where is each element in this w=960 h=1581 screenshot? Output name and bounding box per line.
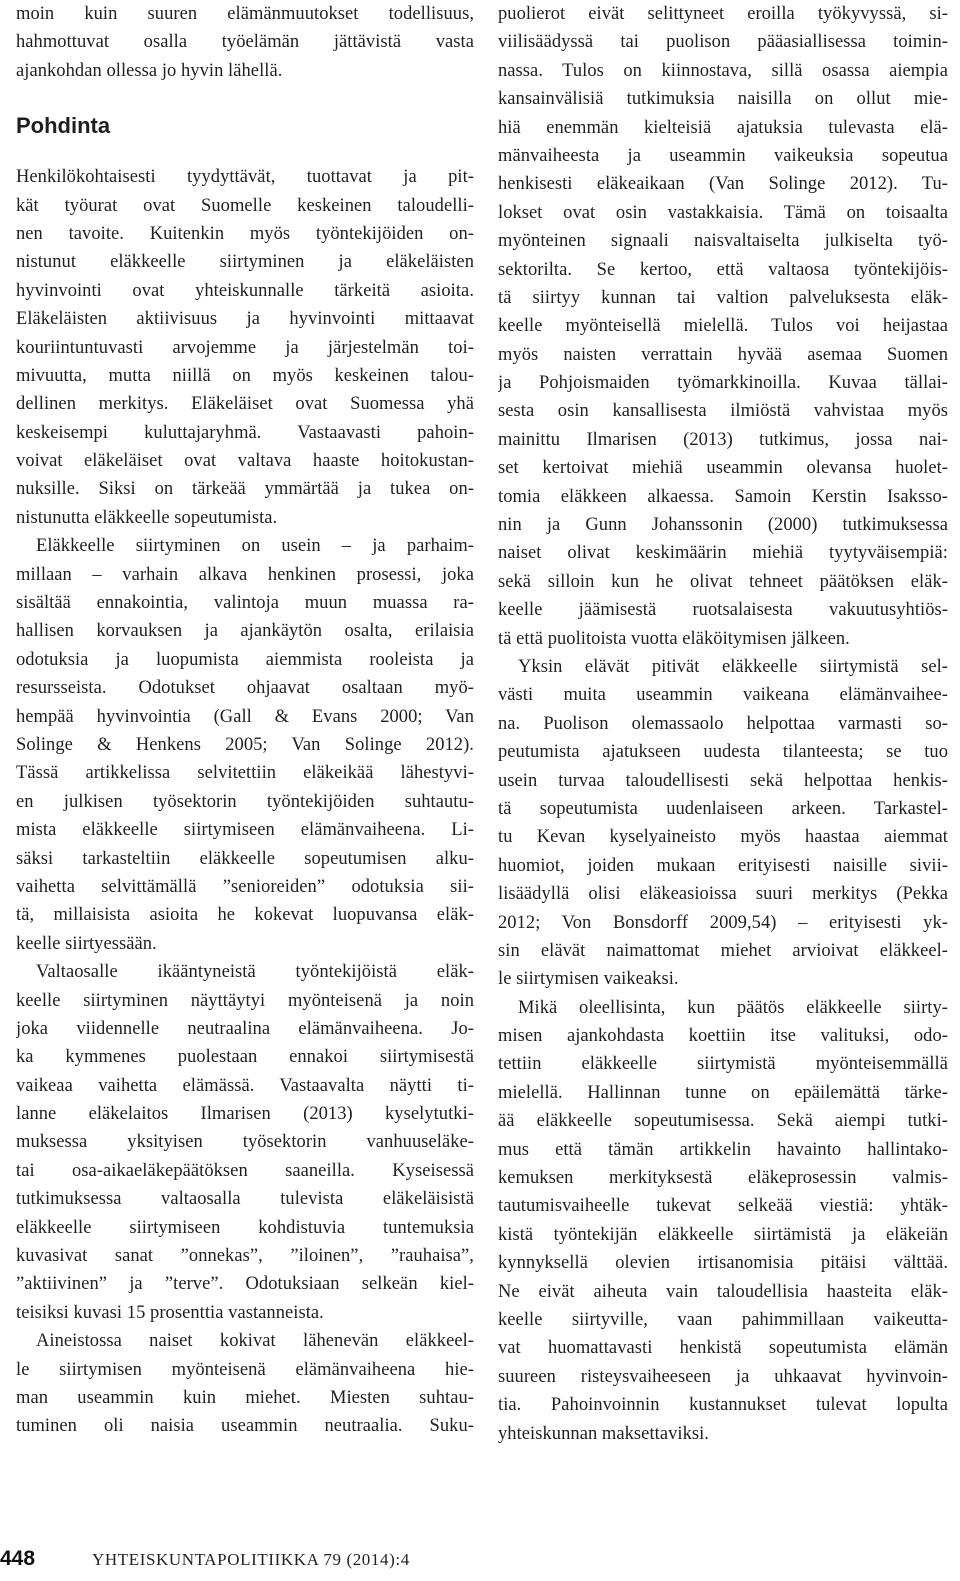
text-line: kouriintuntuvasti arvojemme ja järjestelmän toi- (16, 337, 474, 358)
text-line: sisältää ennakointia, valintoja muun muassa ra- (16, 593, 474, 614)
text-line: hiä enemmän kielteisiä ajatuksia tulevasta elä- (498, 117, 948, 138)
text-line: mänvaiheesta ja useammin vaikeuksia sopeutua (498, 145, 948, 166)
text-line: hempää hyvinvointia (Gall & Evans 2000; Van (16, 706, 474, 727)
text-line: man useammin kuin miehet. Miesten suhtau- (16, 1387, 474, 1408)
text-line: tä että puolitoista vuotta eläköitymisen jälkeen. (498, 628, 850, 649)
text-line: ja Pohjoismaiden työmarkkinoilla. Kuvaa tällai- (498, 373, 948, 394)
text-line: Ne eivät aiheuta vain taloudellisia haasteita eläk- (498, 1281, 948, 1302)
text-line: mista eläkkeelle siirtymiseen elämänvaiheena. Li- (16, 820, 474, 841)
text-line: nuksille. Siksi on tärkeää ymmärtää ja tukea on- (16, 479, 474, 500)
text-line: hahmottuvat osalla työelämän jättävistä vasta (16, 32, 474, 53)
text-line: tai osa-aikaeläkepäätöksen saaneilla. Kyseisessä (16, 1160, 474, 1181)
text-line: kistä työntekijän eläkkeelle siirtämistä ja eläkeiän (498, 1224, 948, 1245)
text-line: eläkkeelle siirtymiseen kohdistuvia tuntemuksia (16, 1217, 474, 1238)
text-line: sektorilta. Se kertoo, että valtaosa työntekijöis- (498, 259, 948, 280)
text-line: tettiin eläkkeelle siirtymistä myönteisemmällä (498, 1054, 948, 1075)
text-line: ajankohdan ollessa jo hyvin lähellä. (16, 60, 283, 81)
text-line: nassa. Tulos on kiinnostava, sillä osassa aiempia (498, 60, 948, 81)
text-line: voivat eläkeläiset ovat valtava haaste hoitokustan- (16, 451, 474, 472)
text-line: misen ajankohdasta koettiin itse valituksi, odo- (498, 1026, 948, 1047)
text-line: mielellä. Hallinnan tunne on epäilemättä tärke- (498, 1082, 948, 1103)
text-line: moin kuin suuren elämänmuutokset todellisuus, (16, 4, 474, 24)
text-line: mainittu Ilmarisen (2013) tutkimus, jossa nai- (498, 429, 948, 450)
text-line: Henkilökohtaisesti tyydyttävät, tuottavat ja pit- (16, 167, 474, 188)
text-line: ää eläkkeelle sopeutumisessa. Sekä aiempi tutki- (498, 1111, 948, 1132)
text-line: sesta osin kansallisesta ilmiöstä vahvistaa myös (498, 401, 948, 422)
text-line: tä sopeutumista uudenlaiseen arkeen. Tarkastel- (498, 798, 948, 819)
left-column (16, 0, 474, 1441)
text-line: tä siirtyy kunnan tai valtion palveluksesta eläk- (498, 287, 948, 308)
text-line: ka kymmenes puolestaan ennakoi siirtymisestä (16, 1047, 474, 1068)
text-line: vat huomattavasti henkistä sopeutumista elämän (498, 1338, 948, 1359)
text-line: na. Puolison olemassaolo helpottaa varmasti so- (498, 713, 948, 734)
text-line: huomiot, joiden mukaan erityisesti naisille sivii- (498, 855, 948, 876)
text-line: keelle siirtyessään. (16, 933, 157, 954)
text-line: Aineistossa naiset kokivat lähenevän eläkkeel- (36, 1331, 474, 1352)
text-line: en julkisen työsektorin työntekijöiden suhtautu- (16, 791, 474, 812)
text-line: Solinge & Henkens 2005; Van Solinge 2012). (16, 734, 474, 755)
text-line: mivuutta, mutta niillä on myös keskeinen talou- (16, 365, 474, 386)
text-line: Eläkeläisten aktiivisuus ja hyvinvointi mittaavat (16, 309, 474, 330)
text-line: tia. Pahoinvoinnin kustannukset tulevat lopulta (498, 1395, 948, 1416)
text-line: myös naisten verrattain hyvää asemaa Suomen (498, 344, 948, 365)
journal-citation: YHTEISKUNTAPOLITIIKKA 79 (2014):4 (92, 1550, 410, 1569)
text-line: kynnyksellä olevien irtisanomisia pitäisi välttää. (498, 1253, 948, 1274)
text-line: kansainvälisiä tutkimuksia naisilla on ollut mie- (498, 89, 948, 110)
text-line: Yksin elävät pitivät eläkkeelle siirtymistä sel- (518, 656, 948, 677)
text-line: nin ja Gunn Johanssonin (2000) tutkimuksessa (498, 515, 948, 536)
text-line: ”aktiivinen” ja ”terve”. Odotuksiaan selkeän kiel- (16, 1274, 474, 1295)
text-line: 2012; Von Bonsdorff 2009,54) – erityisesti yk- (498, 912, 948, 933)
right-body-text (498, 0, 948, 1448)
text-line: Eläkkeelle siirtyminen on usein – ja parhaim- (36, 536, 474, 557)
text-line: joka viidennelle neutraalina elämänvaiheena. Jo- (16, 1018, 474, 1039)
text-line: västi muita useammin vaikeana elämänvaihee- (498, 685, 948, 706)
text-line: le siirtymisen vaikeaksi. (498, 969, 679, 990)
text-line: Valtaosalle ikääntyneistä työntekijöistä eläk- (36, 962, 474, 983)
text-line: säksi tarkasteltiin eläkkeelle sopeutumisen alku- (16, 848, 474, 869)
text-line: hallisen korvauksen ja ajankäytön osalta, erilaisia (16, 621, 474, 642)
text-line: kuvasivat sanat ”onnekas”, ”iloinen”, ”rauhaisa”, (16, 1246, 474, 1267)
text-line: le siirtymisen myönteisenä elämänvaiheena hie- (16, 1359, 474, 1380)
right-column (498, 0, 948, 1448)
text-line: nistunutta eläkkeelle sopeutumista. (16, 507, 278, 528)
text-line: Tässä artikkelissa selvitettiin eläkeikää lähestyvi- (16, 763, 474, 784)
text-line: kät työurat ovat Suomelle keskeinen taloudelli- (16, 195, 474, 216)
text-line: nistunut eläkkeelle siirtyminen ja eläkeläisten (16, 252, 474, 273)
text-line: peutumista ajatukseen uudesta tilanteesta; se tuo (498, 742, 948, 763)
text-line: keelle jäämisestä ruotsalaisesta vakuutusyhtiös- (498, 600, 948, 621)
text-line: keelle myönteisellä mielellä. Tulos voi heijastaa (498, 316, 948, 337)
text-line: dellinen merkitys. Eläkeläiset ovat Suomessa yhä (16, 394, 474, 415)
text-line: tomia eläkkeen alkaessa. Samoin Kerstin Isaksso- (498, 486, 948, 507)
text-line: yhteiskunnan maksettaviksi. (498, 1423, 709, 1444)
text-line: tä, millaisista asioita he kokevat luopuvansa eläk- (16, 905, 474, 926)
text-line: naiset olivat keskimäärin miehiä tyytyväisempiä: (498, 543, 948, 564)
text-line: usein turvaa taloudellisesti sekä helpottaa henkis- (498, 770, 948, 791)
text-line: millaan – varhain alkava henkinen prosessi, joka (16, 564, 474, 585)
text-line: hyvinvointi ovat yhteiskunnalle tärkeitä asioita. (16, 280, 474, 301)
text-line: set kertoivat miehiä useammin olevansa huolet- (498, 458, 948, 479)
text-line: teisiksi kuvasi 15 prosenttia vastanneista. (16, 1302, 324, 1323)
text-line: lanne eläkelaitos Ilmarisen (2013) kyselytutki- (16, 1104, 474, 1125)
text-line: nen tavoite. Kuitenkin myös työntekijöiden on- (16, 223, 474, 244)
text-line: kemuksen merkityksestä eläkeprosessin valmis- (498, 1168, 948, 1189)
text-line: muksessa yksityisen työsektorin vanhuuseläke- (16, 1132, 474, 1153)
text-line: tuminen oli naisia useammin neutraalia. Suku- (16, 1416, 474, 1437)
text-line: Mikä oleellisinta, kun päätös eläkkeelle siirty- (518, 997, 948, 1018)
text-line: mus että tämän artikkelin havainto hallintako- (498, 1139, 948, 1160)
text-line: keelle siirtyminen näyttäytyi myönteisenä ja noin (16, 990, 474, 1011)
text-line: keelle siirtyville, vaan pahimmillaan vaikeutta- (498, 1309, 948, 1330)
intro-paragraph (16, 0, 474, 85)
text-line: keskeisempi kuluttajaryhmä. Vastaavasti pahoin- (16, 422, 474, 443)
text-line: henkisesti eläkeaikaan (Van Solinge 2012). Tu- (498, 174, 948, 195)
text-line: lokset ovat osin vastakkaisia. Tämä on toisaalta (498, 202, 948, 223)
text-line: myönteinen signaali naisvaltaiselta julkiselta työ- (498, 231, 948, 252)
text-line: lisäädyllä olisi eläkeasioissa suuri merkitys (Pekka (498, 884, 948, 905)
section-heading: Pohdinta (16, 113, 111, 139)
text-line: suureen risteysvaiheeseen ja uhkaavat hyvinvoin- (498, 1366, 948, 1387)
text-line: tautumisvaiheelle tukevat selkeää viestiä: yhtäk- (498, 1196, 948, 1217)
left-body-text (16, 163, 474, 1441)
text-line: sekä silloin kun he olivat tehneet päätöksen eläk- (498, 571, 948, 592)
page-number: 448 (0, 1547, 36, 1570)
text-line: viilisäädyssä tai puolison pääasiallisessa toimin- (498, 32, 948, 53)
text-line: tutkimuksessa valtaosalla tulevista eläkeläisistä (16, 1189, 474, 1210)
text-line: tu Kevan kyselyaineisto myös haastaa aiemmat (498, 827, 948, 848)
text-line: puolierot eivät selittyneet eroilla työkyvyssä, si- (498, 4, 948, 24)
text-line: vaihetta selvittämällä ”senioreiden” odotuksia sii- (16, 876, 474, 897)
text-line: odotuksia ja luopumista aiemmista rooleista ja (16, 649, 474, 670)
text-line: vaikeaa vaihetta elämässä. Vastaavalta näytti ti- (16, 1075, 474, 1096)
text-line: sin elävät naimattomat miehet arvioivat eläkkeel- (498, 940, 948, 961)
text-line: resursseista. Odotukset ohjaavat osaltaan myö- (16, 678, 474, 699)
